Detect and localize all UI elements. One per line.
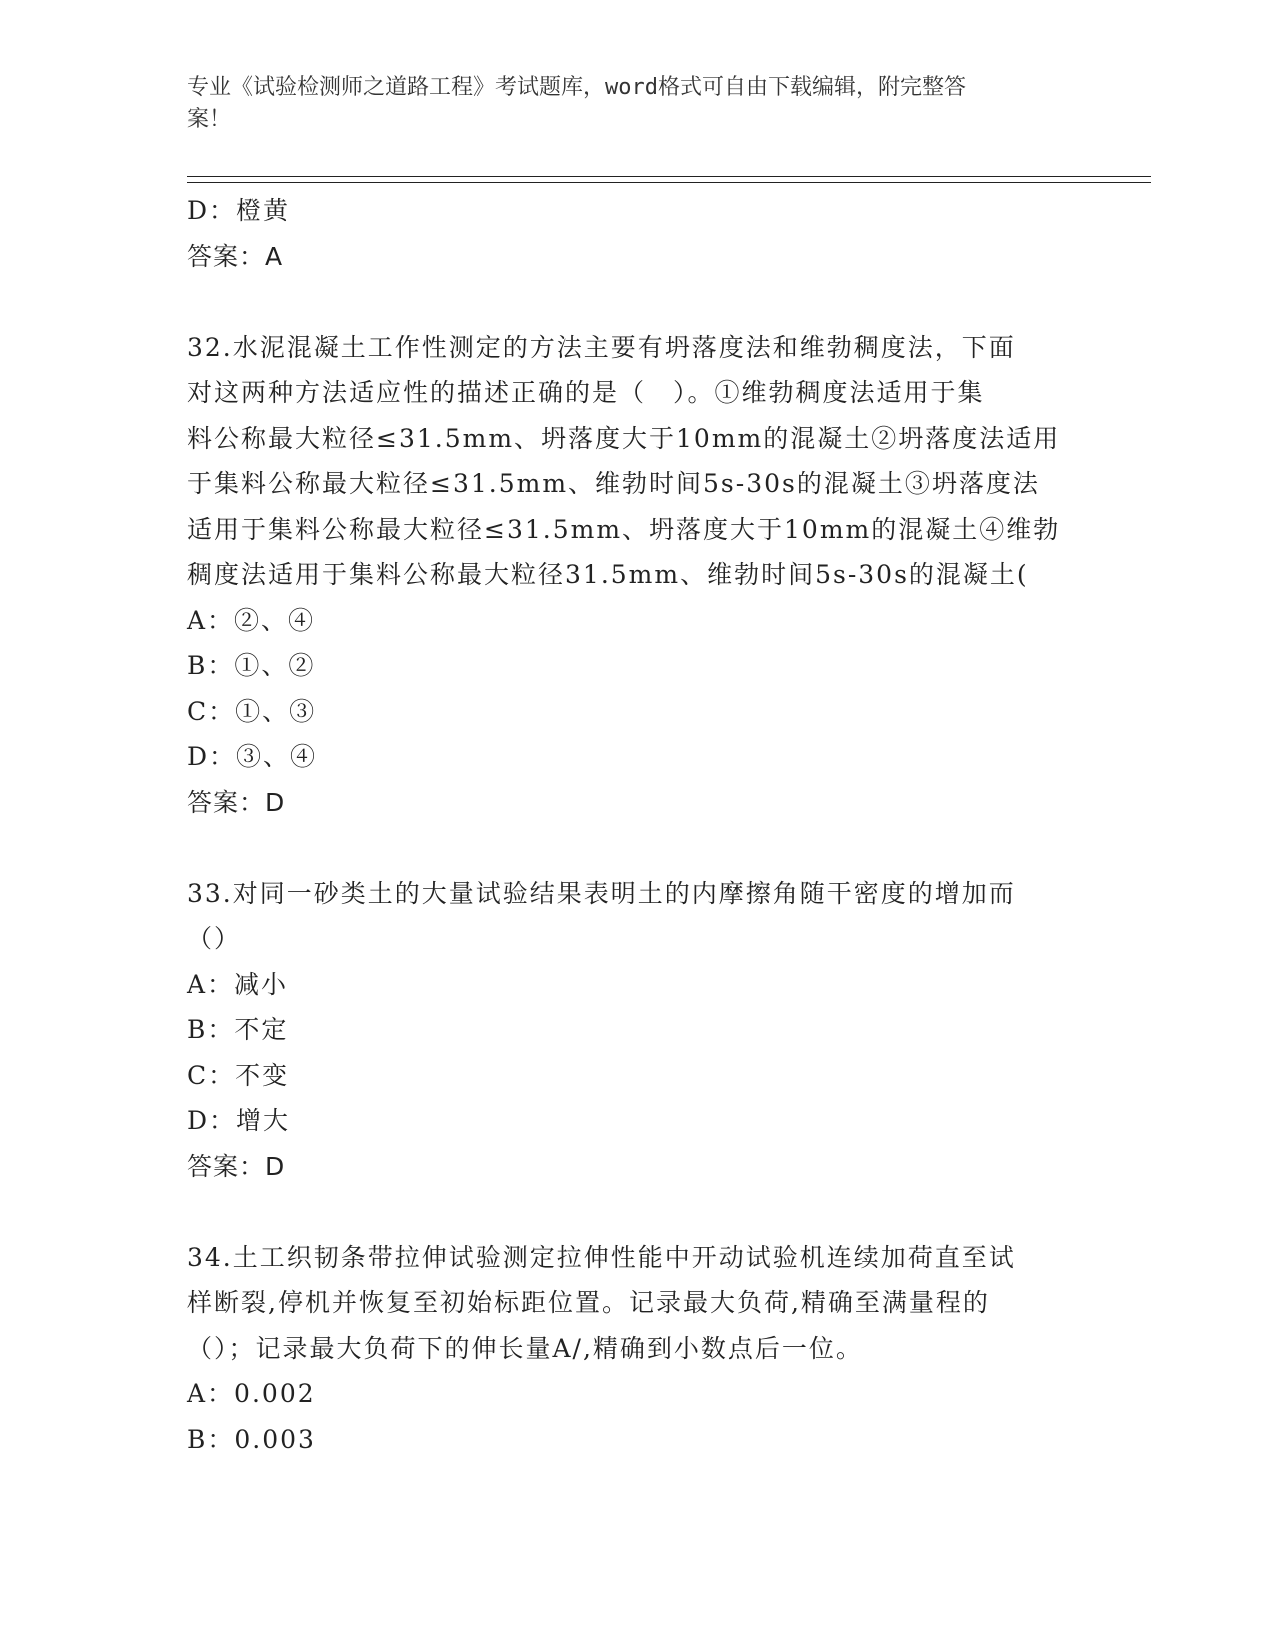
question-33-text: 33.对同一砂类土的大量试验结果表明土的内摩擦角随干密度的增加而 bbox=[187, 878, 1016, 908]
option-d: D：橙黄 bbox=[187, 196, 291, 225]
header-title-line-2: 案！ bbox=[187, 107, 232, 132]
spacer bbox=[187, 825, 1077, 871]
option-b: B：①、② bbox=[187, 651, 316, 680]
option-b: B：0.003 bbox=[187, 1424, 316, 1454]
option-d: D：③、④ bbox=[187, 742, 318, 771]
question-32-text: 稠度法适用于集料公称最大粒径31.5mm、维勃时间5s-30s的混凝土( bbox=[187, 560, 1029, 589]
header-title-line-1: 专业《试验检测师之道路工程》考试题库，word格式可自由下载编辑，附完整答 bbox=[187, 75, 966, 100]
document-header bbox=[187, 72, 1067, 136]
question-32-text: 料公称最大粒径≤31.5mm、坍落度大于10mm的混凝土②坍落度法适用 bbox=[187, 423, 1061, 453]
option-a: A：0.002 bbox=[187, 1379, 316, 1408]
question-33-text: （） bbox=[187, 924, 242, 953]
question-content bbox=[187, 188, 1077, 1462]
header-rule-bottom bbox=[187, 182, 1151, 183]
option-c: C：不变 bbox=[187, 1060, 290, 1090]
option-a: A：②、④ bbox=[187, 605, 316, 635]
spacer bbox=[187, 279, 1077, 325]
option-a: A：减小 bbox=[187, 969, 289, 999]
option-b: B：不定 bbox=[187, 1015, 289, 1044]
question-32 bbox=[187, 325, 1077, 826]
question-32-text: 适用于集料公称最大粒径≤31.5mm、坍落度大于10mm的混凝土④维勃 bbox=[187, 514, 1061, 544]
answer-label: 答案：A bbox=[187, 241, 284, 271]
header-rule-top bbox=[187, 176, 1151, 177]
question-32-text: 32.水泥混凝土工作性测定的方法主要有坍落度法和维勃稠度法，下面 bbox=[187, 332, 1016, 362]
option-d: D：增大 bbox=[187, 1106, 291, 1135]
spacer bbox=[187, 1189, 1077, 1235]
question-32-text: 对这两种方法适应性的描述正确的是（ ）。①维勃稠度法适用于集 bbox=[187, 378, 985, 407]
answer-label: 答案：D bbox=[187, 1151, 286, 1181]
question-34-text: 样断裂,停机并恢复至初始标距位置。记录最大负荷,精确至满量程的 bbox=[187, 1288, 990, 1317]
question-32-text: 于集料公称最大粒径≤31.5mm、维勃时间5s-30s的混凝土③坍落度法 bbox=[187, 469, 1040, 498]
question-34-text: （）；记录最大负荷下的伸长量A/,精确到小数点后一位。 bbox=[187, 1333, 863, 1363]
question-33 bbox=[187, 871, 1077, 1190]
question-34 bbox=[187, 1235, 1077, 1463]
option-c: C：①、③ bbox=[187, 696, 317, 726]
question-34-text: 34.土工织韧条带拉伸试验测定拉伸性能中开动试验机连续加荷直至试 bbox=[187, 1242, 1016, 1272]
answer-label: 答案：D bbox=[187, 787, 286, 817]
